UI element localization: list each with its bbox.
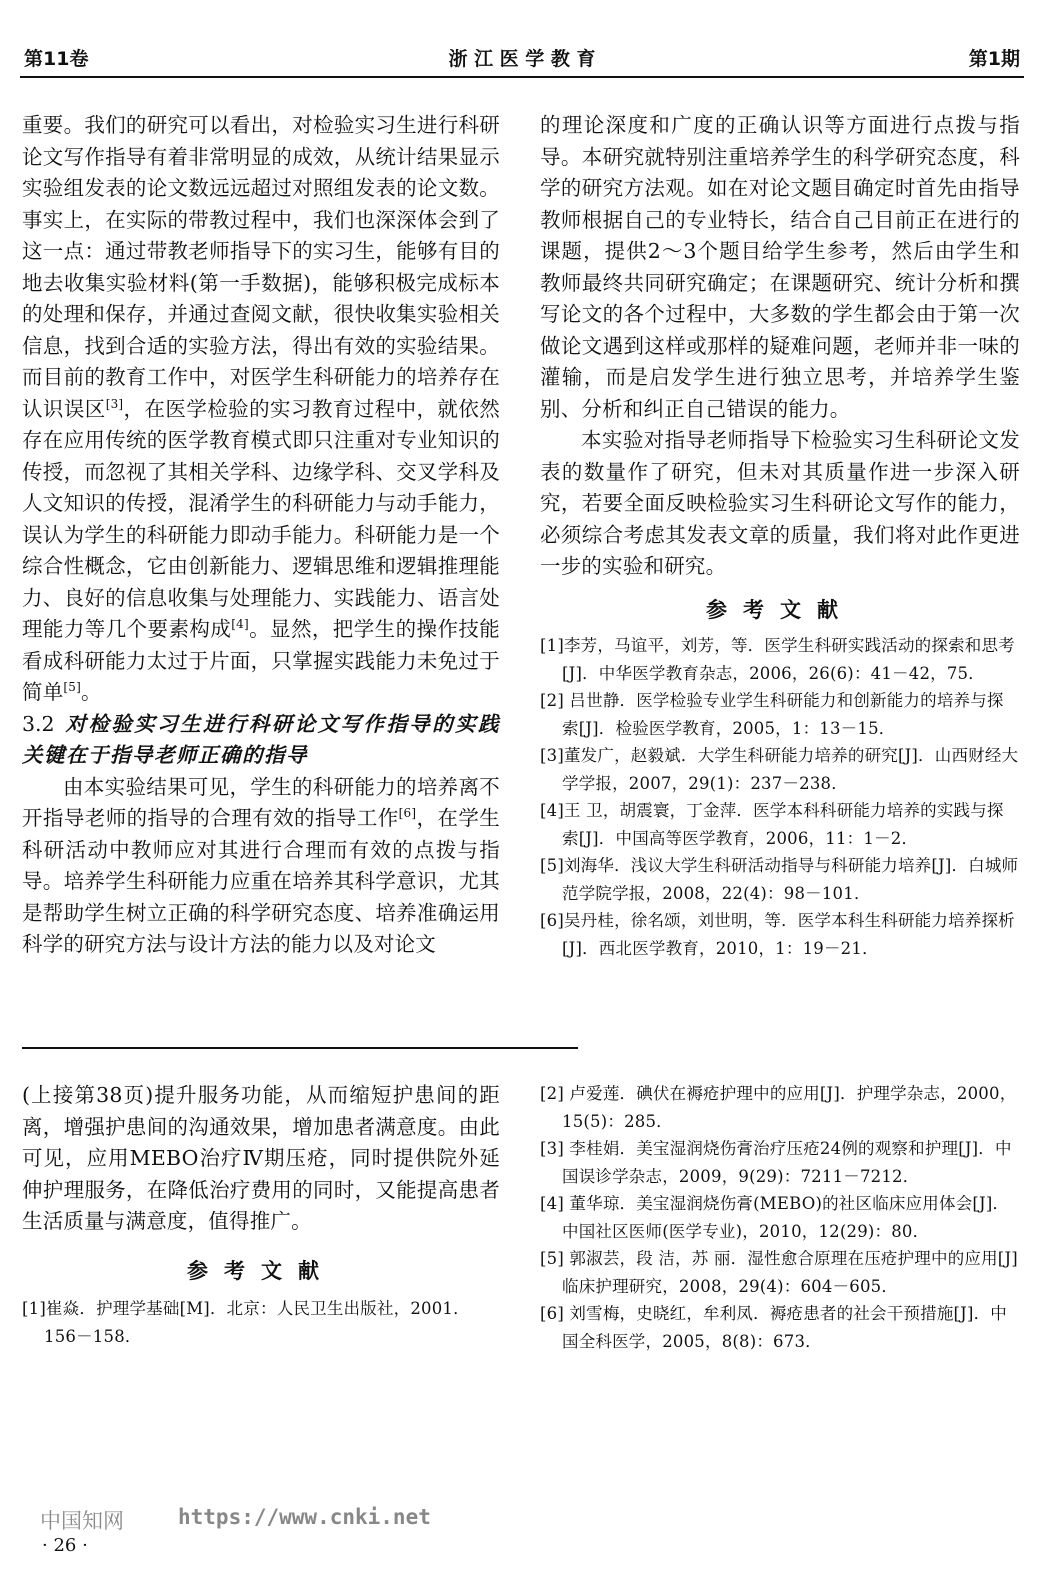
lower-left-column: [22, 1080, 500, 1350]
upper-left-paragraph-1: 重要。我们的研究可以看出，对检验实习生进行科研论文写作指导有着非常明显的成效，从统计结果显示实验组发表的论文数远远超过对照组发表的论文数。事实上，在实际的带教过程中，我们也深深体会到了这一点：通过带教老师指导下的实习生，能够有目的地去收集实验材料(第一手数据)，能够积极完成标本的处理和保存，并通过查阅文献，很快收集实验相关信息，找到合适的实验方法，得出有效的实验结果。而目前的教育工作中，对医学生科研能力的培养存在认识误区[3]，在医学检验的实习教育过程中，就依然存在应用传统的医学教育模式即只注重对专业知识的传授，而忽视了其相关学科、边缘学科、交叉学科及人文知识的传授，混淆学生的科研能力与动手能力，误认为学生的科研能力即动手能力。科研能力是一个综合性概念，它由创新能力、逻辑思维和逻辑推理能力、良好的信息收集与处理能力、实践能力、语言处理能力等几个要素构成[4]。显然，把学生的操作技能看成科研能力太过于片面，只掌握实践能力未免过于简单[5]。: [22, 113, 500, 704]
lower-right-reference-list: [540, 1080, 1020, 1355]
upper-right-paragraph-1: 的理论深度和广度的正确认识等方面进行点拨与指导。本研究就特别注重培养学生的科学研究态度，科学的研究方法观。如在对论文题目确定时首先由指导教师根据自己的专业特长，结合自己目前正在进行的课题，提供2～3个题目给学生参考，然后由学生和教师最终共同研究确定；在课题研究、统计分析和撰写论文的各个过程中，大多数的学生都会由于第一次做论文遇到这样或那样的疑难问题，老师并非一味的灌输，而是启发学生进行独立思考，并培养学生鉴别、分析和纠正自己错误的能力。: [540, 113, 1020, 421]
lower-right-column: [540, 1080, 1020, 1355]
reference-item: [2] 卢爱莲．碘伏在褥疮护理中的应用[J]．护理学杂志，2000，15(5)：285．: [540, 1084, 1017, 1131]
section-divider-rule: [22, 1047, 578, 1049]
citation: [5]: [63, 680, 82, 695]
section-title: 对检验实习生进行科研论文写作指导的实践关键在于指导老师正确的指导: [22, 711, 500, 767]
section-number: 3.2: [22, 711, 55, 736]
reference-item: [6]吴丹桂，徐名颂，刘世明，等．医学本科生科研能力培养探析[J]．西北医学教育，2010，1：19－21．: [540, 911, 1015, 958]
lower-left-reference-list: [22, 1295, 500, 1350]
reference-item: [4]王 卫，胡震寰，丁金萍．医学本科科研能力培养的实践与探索[J]．中国高等医学教育，2006，11：1－2．: [540, 801, 1004, 848]
reference-item: [5]刘海华．浅议大学生科研活动指导与科研能力培养[J]．白城师范学院学报，2008，22(4)：98－101．: [540, 856, 1019, 903]
section-heading-3-2: [22, 709, 500, 772]
header-journal-title: 浙 江 医 学 教 育: [448, 48, 596, 70]
citation: [4]: [231, 617, 249, 632]
lower-left-paragraph: (上接第38页)提升服务功能，从而缩短护患间的距离，增强护患间的沟通效果，增加患者满意度。由此可见，应用MEBO治疗Ⅳ期压疮，同时提供院外延伸护理服务，在降低治疗费用的同时，又能提高患者生活质量与满意度，值得推广。: [22, 1083, 500, 1233]
reference-item: [2] 吕世静．医学检验专业学生科研能力和创新能力的培养与探索[J]．检验医学教育，2005，1：13－15．: [540, 691, 1004, 738]
reference-item: [4] 董华琼．美宝湿润烧伤膏(MEBO)的社区临床应用体会[J]．中国社区医师(医学专业)，2010，12(29)：80．: [540, 1194, 1010, 1241]
header-volume: 第11卷: [24, 48, 89, 70]
cnki-url-watermark: https://www.cnki.net: [178, 1505, 431, 1529]
reference-item: [5] 郭淑芸，段 洁，苏 丽．湿性愈合原理在压疮护理中的应用[J] 临床护理研究，2008，29(4)：604－605．: [540, 1249, 1018, 1296]
references-title: 参考文献: [706, 597, 854, 622]
citation: [6]: [398, 806, 417, 821]
citation: [3]: [105, 396, 124, 411]
upper-left-paragraph-2: 由本实验结果可见，学生的科研能力的培养离不开指导老师的指导的合理有效的指导工作[6]，在学生科研活动中教师应对其进行合理而有效的点拨与指导。培养学生科研能力应重在培养其科学意识，尤其是帮助学生树立正确的科学研究态度、培养准确运用科学的研究方法与设计方法的能力以及对论文: [22, 774, 500, 956]
upper-right-column: [540, 110, 1020, 962]
cnki-watermark: 中国知网: [40, 1509, 124, 1533]
reference-item: [6] 刘雪梅，史晓红，牟利凤．褥疮患者的社会干预措施[J]．中国全科医学，2005，8(8)：673．: [540, 1304, 1008, 1351]
reference-item: [1]李芳，马谊平，刘芳，等．医学生科研实践活动的探索和思考[J]．中华医学教育杂志，2006，26(6)：41－42，75．: [540, 636, 1015, 683]
reference-item: [1]崔焱．护理学基础[M]．北京：人民卫生出版社，2001．156－158．: [22, 1299, 470, 1346]
references-title: 参考文献: [187, 1258, 335, 1283]
page-number: · 26 ·: [42, 1535, 88, 1556]
upper-right-paragraph-2: 本实验对指导老师指导下检验实习生科研论文发表的数量作了研究，但未对其质量作进一步深入研究，若要全面反映检验实习生科研论文写作的能力，必须综合考虑其发表文章的质量，我们将对此作更进一步的实验和研究。: [540, 428, 1020, 578]
upper-left-column: [22, 110, 500, 961]
reference-item: [3]董发广，赵毅斌．大学生科研能力培养的研究[J]．山西财经大学学报，2007，29(1)：237－238．: [540, 746, 1019, 793]
reference-item: [3] 李桂娟．美宝湿润烧伤膏治疗压疮24例的观察和护理[J]．中国误诊学杂志，2009，9(29)：7211－7212．: [540, 1139, 1012, 1186]
header-issue: 第1期: [968, 48, 1020, 70]
upper-reference-list: [540, 632, 1020, 962]
header-rule: [20, 76, 1024, 78]
